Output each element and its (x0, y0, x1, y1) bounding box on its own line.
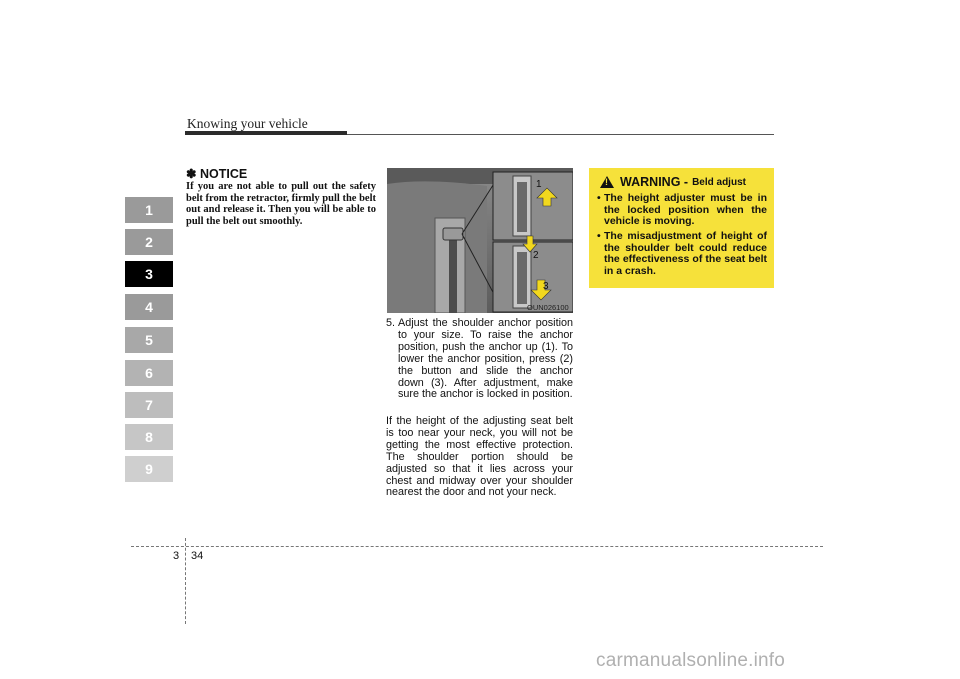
chapter-tab-1[interactable]: 1 (125, 197, 173, 223)
section-title: Knowing your vehicle (187, 116, 308, 131)
warning-title-text: WARNING - (620, 175, 689, 189)
header-bar (185, 131, 347, 135)
callout-2: 2 (533, 250, 539, 261)
chapter-tab-7[interactable]: 7 (125, 392, 173, 418)
warning-title (600, 175, 746, 189)
warning-item (597, 231, 767, 277)
notice-text: If you are not able to pull out the safety belt from the retractor, firmly pull the belt out and release it. Then you will be able to pull the belt out smoothly. (186, 181, 376, 227)
chapter-tab-5[interactable]: 5 (125, 327, 173, 353)
footer-rule (131, 546, 823, 547)
notice-heading-text: NOTICE (199, 167, 248, 181)
bullet-icon: • (597, 230, 601, 242)
chapter-tab-3[interactable]: 3 (125, 261, 173, 287)
chapter-tab-6[interactable]: 6 (125, 360, 173, 386)
footer-vertical-rule (185, 538, 186, 624)
chapter-tab-4[interactable]: 4 (125, 294, 173, 320)
warning-subtitle: Beld adjust (692, 176, 746, 188)
warning-item-text: The misadjustment of height of the shoulder belt could reduce the effectiveness of the seat belt in a crash. (604, 230, 767, 277)
chapter-tab-9[interactable]: 9 (125, 456, 173, 482)
step-number: 5. (386, 317, 396, 329)
seat-belt-anchor-figure (387, 168, 573, 313)
notice-symbol-icon: ✽ (186, 167, 197, 181)
chapter-tab-8[interactable]: 8 (125, 424, 173, 450)
warning-item-text: The height adjuster must be in the locked position when the vehicle is moving. (604, 192, 767, 228)
figure-code: OUN026100 (527, 303, 569, 312)
body-paragraph: If the height of the adjusting seat belt is too near your neck, you will not be getting the most effective protection. The shoulder portion should be adjusted so that it lies across your chest and midway over your shoulder nearest the door and not your neck. (386, 415, 573, 499)
warning-triangle-icon (600, 176, 614, 188)
callout-3: 3 (543, 281, 549, 292)
warning-item (597, 193, 767, 228)
chapter-number: 3 (173, 550, 180, 562)
bullet-icon: • (597, 192, 601, 204)
step-text: Adjust the shoulder anchor position to your size. To raise the anchor position, push the anchor up (1). To lower the anchor position, press (2) the button and slide the anchor down (3). After adjustment, make sure the anchor is locked in position. (398, 317, 573, 401)
notice-heading (186, 166, 247, 181)
page-number: 34 (191, 550, 204, 562)
warning-box (589, 168, 774, 288)
callout-1: 1 (536, 179, 542, 190)
chapter-tab-2[interactable]: 2 (125, 229, 173, 255)
step-5 (386, 318, 573, 401)
watermark: carmanualsonline.info (596, 650, 786, 671)
